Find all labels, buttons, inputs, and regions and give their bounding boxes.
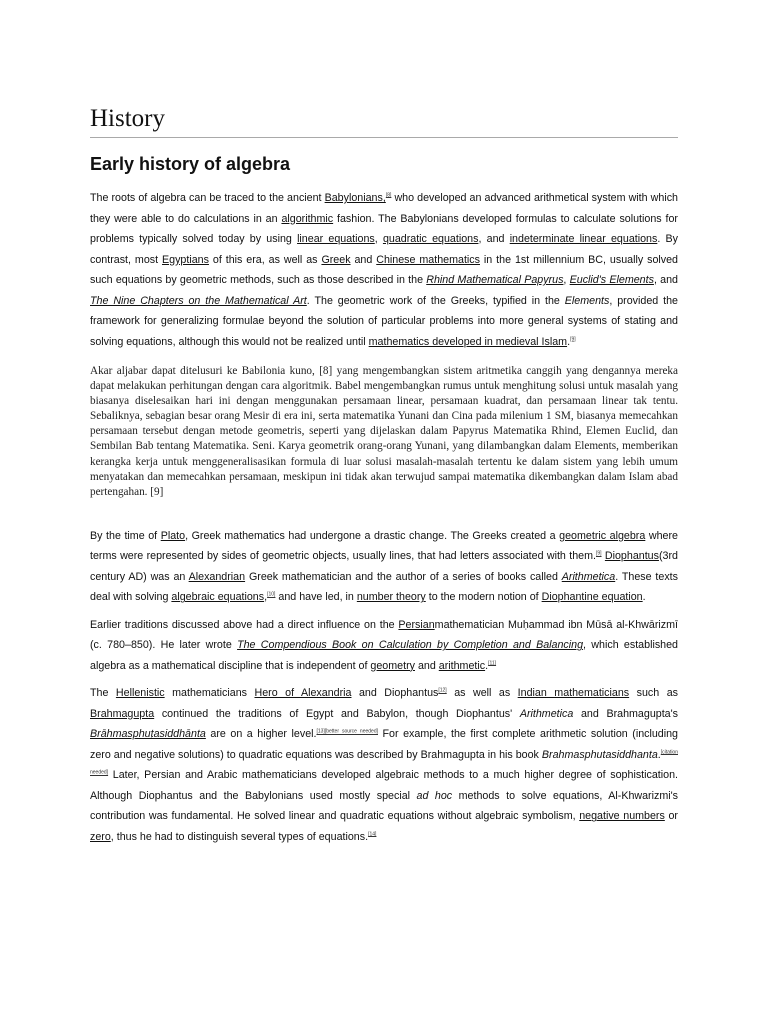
- text: in the 1st millennium BC, usually solved such equations by geometric methods, such as those described in the: [90, 253, 678, 286]
- reference-9[interactable]: [9]: [570, 335, 576, 342]
- link-diophantine-equation[interactable]: Diophantine equation: [541, 591, 643, 604]
- link-geometry[interactable]: geometry: [370, 659, 415, 672]
- text: , and: [478, 233, 510, 245]
- text: For example, the first complete arithmetic solution (including zero and negative solutions) to quadratic equations was described by Brahmagupta in his book: [90, 728, 679, 761]
- link-compendious-book[interactable]: The Compendious Book on Calculation by Completion and Balancing: [237, 639, 584, 652]
- reference-12[interactable]: [12]: [438, 687, 447, 694]
- text: The: [90, 687, 116, 700]
- paragraph-plato-diophantus: [90, 526, 678, 608]
- link-indeterminate-linear-equations[interactable]: indeterminate linear equations: [509, 233, 658, 245]
- citation-needed[interactable]: [citation needed]: [90, 749, 678, 776]
- text: , Greek mathematics had undergone a drastic change. The Greeks created a: [185, 529, 560, 542]
- italic-ad-hoc: ad hoc: [416, 789, 453, 802]
- link-rhind-papyrus[interactable]: Rhind Mathematical Papyrus: [426, 274, 564, 286]
- link-geometric-algebra[interactable]: geometric algebra: [559, 529, 646, 542]
- text: ,: [374, 233, 383, 245]
- link-medieval-islam-mathematics[interactable]: mathematics developed in medieval Islam: [368, 335, 568, 348]
- reference-10[interactable]: [10]: [267, 591, 276, 598]
- text: .: [567, 335, 571, 348]
- link-brahmasphutasiddhanta[interactable]: Brāhmasphuṭasiddhānta: [90, 728, 206, 741]
- text: . These texts deal with solving: [90, 570, 678, 604]
- text: to the modern notion of: [425, 591, 542, 604]
- link-zero[interactable]: zero: [90, 830, 111, 843]
- italic-elements: Elements: [564, 294, 610, 307]
- text: (3rd century AD) was an: [90, 550, 678, 583]
- link-greek[interactable]: Greek: [321, 253, 351, 266]
- text: and Brahmagupta's: [573, 707, 679, 720]
- link-plato[interactable]: Plato: [160, 529, 186, 542]
- link-hellenistic[interactable]: Hellenistic: [115, 687, 165, 700]
- link-algorithmic[interactable]: algorithmic: [281, 212, 334, 225]
- text: ,: [563, 274, 570, 286]
- reference-14[interactable]: [14]: [368, 831, 377, 838]
- text: , thus he had to distinguish several types of equations.: [110, 830, 369, 843]
- text: as well as: [446, 687, 518, 700]
- italic-brahmasphutasiddhanta: Brahmasphutasiddhanta: [541, 748, 658, 761]
- text: , provided the framework for generalizing formulae beyond the solution of particular problems into more general systems of stating and solving equations, although this would not be realized until: [90, 294, 679, 348]
- text: continued the traditions of Egypt and Babylon, though Diophantus': [154, 707, 520, 720]
- link-indian-mathematicians[interactable]: Indian mathematicians: [517, 687, 630, 700]
- text: Later, Persian and Arabic mathematicians developed algebraic methods to a much higher degree of sophistication. Although Diophantus and the Babylonians used mostly special: [90, 769, 678, 802]
- text: ,: [264, 591, 268, 604]
- link-alexandrian[interactable]: Alexandrian: [188, 570, 246, 583]
- paragraph-babylonian-roots: [90, 188, 678, 352]
- text: are on a higher level.: [205, 728, 317, 741]
- link-negative-numbers[interactable]: negative numbers: [579, 810, 665, 823]
- link-euclids-elements[interactable]: Euclid's Elements: [569, 274, 654, 286]
- text: , which established algebra as a mathematical discipline that is independent of: [90, 639, 678, 672]
- text: and: [350, 253, 377, 266]
- link-hero-of-alexandria[interactable]: Hero of Alexandria: [254, 687, 352, 700]
- link-brahmagupta[interactable]: Brahmagupta: [90, 707, 155, 720]
- text: who developed an advanced arithmetical system with which they were able to do calculations in an: [90, 192, 679, 225]
- link-linear-equations[interactable]: linear equations: [297, 233, 375, 245]
- link-number-theory[interactable]: number theory: [356, 591, 426, 604]
- link-diophantus[interactable]: Diophantus: [604, 550, 659, 563]
- link-arithmetica[interactable]: Arithmetica: [561, 570, 616, 583]
- italic-arithmetica: Arithmetica: [519, 707, 574, 720]
- text: of this era, as well as: [208, 253, 322, 266]
- link-persian[interactable]: Persian: [398, 618, 435, 631]
- subsection-heading-early-history: Early history of algebra: [90, 154, 291, 174]
- text: .: [642, 591, 646, 604]
- text: By the time of: [90, 529, 161, 542]
- link-algebraic-equations[interactable]: algebraic equations: [171, 591, 265, 604]
- text: or: [664, 810, 678, 823]
- reference-8[interactable]: [8]: [385, 192, 392, 199]
- paragraph-indonesian-translation: Akar aljabar dapat ditelusuri ke Babilonia kuno, [8] yang mengembangkan sistem aritmetika canggih yang dengannya mereka dapat melakukan perhitungan dengan cara algoritmik. Babel mengembangkan rumus untuk menghitung solusi untuk masalah yang biasanya diselesaikan hari ini dengan menggunakan persamaan linear, persamaan kuadrat, dan persamaan linear tak tentu. Sebaliknya, sebagian besar orang Mesir di era ini, serta matematika Yunani dan Cina pada milenium 1 SM, biasanya memecahkan persamaan tersebut dengan metode geometris, seperti yang dijelaskan dalam Papyrus Matematika Rhind, Elemen Euclid, dan Sembilan Bab tentang Matematika. Seni. Karya geometrik orang-orang Yunani, yang dilambangkan dalam Elements, memberikan kerangka kerja untuk menggeneralisasikan formula di luar solusi masalah-masalah tertentu ke dalam sistem yang lebih umum menyatakan dan memecahkan persamaan, meskipun ini tidak akan terwujud sampai matematika dikembangkan dalam Islam abad pertengahan. [9]: [90, 365, 678, 498]
- text: where terms were represented by sides of geometric objects, usually lines, that had letters associated with them.: [90, 529, 679, 563]
- text: Earlier traditions discussed above had a direct influence on the: [90, 618, 399, 631]
- reference-9[interactable]: [9]: [595, 550, 602, 557]
- link-nine-chapters[interactable]: The Nine Chapters on the Mathematical Art: [90, 294, 307, 307]
- text: mathematician Muḥammad ibn Mūsā al-Khwārizmī (c. 780–850). He later wrote: [90, 618, 678, 652]
- link-egyptians[interactable]: Egyptians: [162, 253, 209, 266]
- link-babylonians[interactable]: Babylonians,: [324, 192, 386, 204]
- link-arithmetic[interactable]: arithmetic: [438, 659, 486, 672]
- text: . The geometric work of the Greeks, typified in the: [306, 294, 565, 307]
- text: . By contrast, most: [90, 233, 678, 266]
- text: fashion. The Babylonians developed formulas to calculate solutions for problems typically solved today by using: [90, 212, 678, 245]
- text: and: [414, 659, 439, 672]
- section-heading-history: History: [90, 104, 678, 138]
- reference-11[interactable]: [11]: [488, 660, 497, 667]
- text: , and: [653, 274, 678, 286]
- text: such as: [629, 687, 678, 700]
- text: mathematicians: [164, 687, 255, 700]
- link-chinese-mathematics[interactable]: Chinese mathematics: [376, 253, 480, 266]
- reference-13[interactable]: [13][better source needed]: [316, 728, 378, 735]
- text: methods to solve equations, Al-Khwarizmi's contribution was fundamental. He solved linear and quadratic equations without algebraic symbolism,: [90, 789, 678, 823]
- text: .: [485, 659, 489, 672]
- paragraph-al-khwarizmi: [90, 615, 678, 677]
- paragraph-hellenistic-indian: [90, 683, 678, 847]
- text: The roots of algebra can be traced to the ancient: [90, 192, 325, 204]
- text: and have led, in: [275, 591, 357, 604]
- text: and Diophantus: [351, 687, 439, 700]
- link-quadratic-equations[interactable]: quadratic equations: [382, 233, 479, 245]
- article-content: [90, 104, 678, 847]
- text: .: [657, 748, 661, 761]
- text: Greek mathematician and the author of a series of books called: [245, 570, 562, 583]
